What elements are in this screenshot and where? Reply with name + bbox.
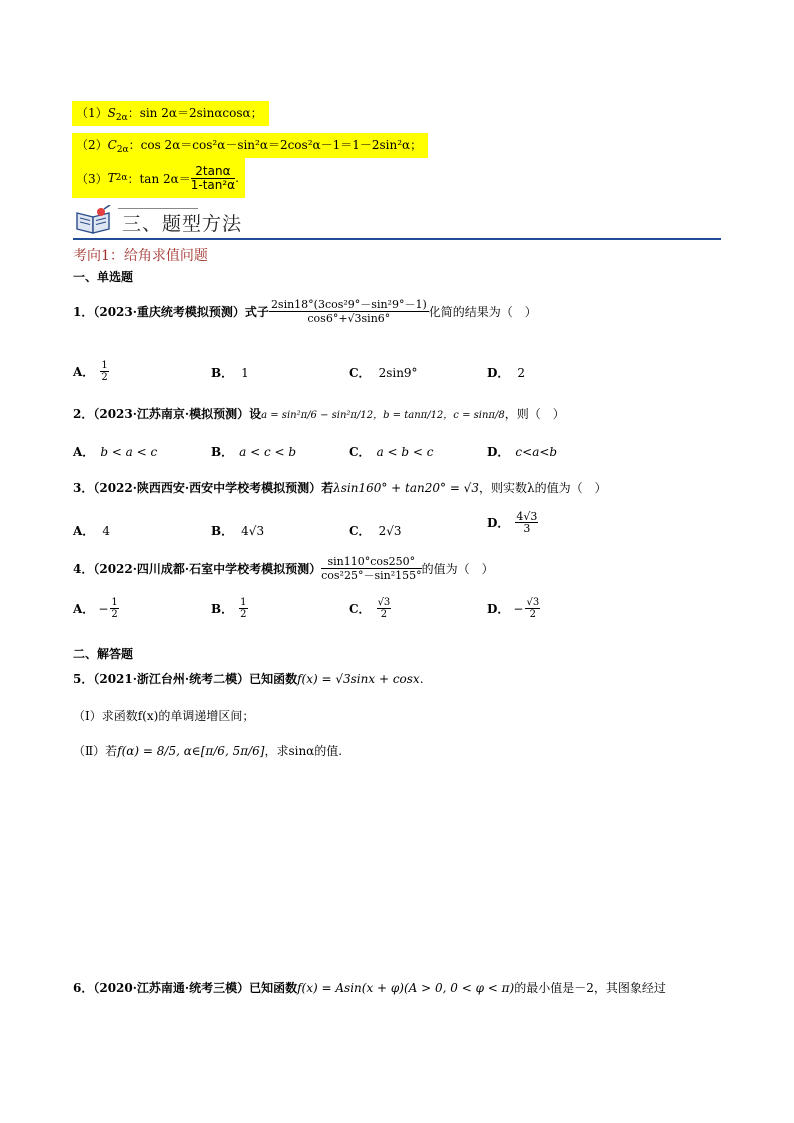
option-value: c<a<b: [515, 445, 558, 459]
question-stem-tail: 化简的结果为（ ）: [428, 305, 537, 319]
fraction-numerator: 1: [111, 597, 118, 608]
formula-s2a: [72, 101, 269, 126]
formula-body: ：sin 2α＝2sinαcosα；: [127, 106, 263, 120]
option-value: 2: [517, 366, 526, 380]
option-label: D．: [487, 516, 510, 530]
option-value: 2√3: [378, 524, 402, 538]
question-expression: a = sin²π/6 − sin²π/12，b = tanπ/12，c = sinπ/8: [261, 410, 505, 421]
formula-prefix: （1）: [76, 106, 108, 120]
question-stem-tail: ，求sinα的值.: [264, 744, 343, 758]
question-stem-tail: 的值为（ ）: [421, 562, 494, 576]
question-stem: 4．（2022·四川成都·石室中学校考模拟预测）: [73, 562, 322, 576]
fraction-numerator: 1: [240, 597, 247, 608]
fraction-numerator: 4√3: [516, 510, 538, 523]
q1-option-d[interactable]: [487, 364, 525, 381]
q2-option-c[interactable]: [349, 443, 434, 460]
question-6: [73, 979, 666, 996]
option-label: C．: [349, 445, 371, 459]
option-fraction: [525, 597, 540, 620]
question-stem-tail: ，则（ ）: [504, 407, 565, 421]
option-label: D．: [487, 366, 510, 380]
option-label: A．: [73, 602, 95, 616]
option-value: 1: [241, 366, 249, 380]
fraction-numerator: 2sin18°(3cos²9°－sin²9°－1): [270, 298, 427, 311]
question-2: [73, 405, 565, 422]
formula-c2a: [72, 133, 428, 158]
option-value: 4: [102, 524, 110, 538]
formula-fraction: [191, 165, 235, 192]
formula-name: S: [107, 106, 116, 120]
option-label: B．: [211, 524, 234, 538]
q2-option-b[interactable]: [211, 443, 296, 460]
part-title-single-choice: 一、单选题: [73, 270, 134, 284]
question-stem: 6．（2020·江苏南通·统考三模）已知函数: [73, 981, 298, 995]
question-stem: （Ⅱ）若: [73, 744, 118, 758]
option-label: C．: [349, 602, 371, 616]
q3-option-b[interactable]: [211, 522, 264, 539]
question-expression: λsin160° + tan20° = √3: [333, 481, 479, 495]
question-expression: f(x) = √3sinx + cosx: [297, 672, 420, 686]
formula-end: .: [235, 171, 239, 185]
question-stem: 3．（2022·陕西西安·西安中学校考模拟预测）若: [73, 481, 334, 495]
section-title: 三、题型方法: [122, 213, 243, 235]
question-expression: f(α) = 8/5, α∈[π/6, 5π/6]: [117, 744, 265, 758]
formula-t2a: [72, 158, 245, 198]
fraction-numerator: 2tanα: [191, 165, 235, 179]
question-5-part-2: [73, 742, 342, 759]
formula-name: T: [107, 171, 116, 185]
fraction-numerator: √3: [526, 597, 540, 608]
q3-option-a[interactable]: [73, 522, 110, 539]
option-fraction: [515, 511, 538, 534]
q3-option-d[interactable]: [487, 511, 538, 534]
option-value: a < c < b: [239, 445, 297, 459]
question-5: [73, 670, 424, 687]
question-3: [73, 479, 607, 496]
option-fraction: [239, 597, 247, 620]
question-fraction: [269, 298, 429, 325]
fraction-numerator: √3: [377, 597, 391, 608]
option-label: B．: [211, 445, 234, 459]
topic-title: 考向1：给角求值问题: [73, 248, 208, 264]
option-value: a < b < c: [376, 445, 434, 459]
question-stem: 5．（2021·浙江台州·统考二模）已知函数: [73, 672, 298, 686]
formula-prefix: （3）: [76, 171, 108, 186]
option-label: A．: [73, 365, 95, 379]
q4-option-c[interactable]: [349, 597, 391, 620]
option-label: D．: [487, 445, 510, 459]
option-label: B．: [211, 366, 234, 380]
option-fraction: [100, 360, 108, 383]
fraction-denominator: 2: [380, 609, 388, 620]
q1-option-a[interactable]: [73, 360, 109, 383]
option-label: C．: [349, 366, 371, 380]
option-label: B．: [211, 602, 234, 616]
question-stem-tail: ，则实数λ的值为（ ）: [478, 481, 607, 495]
formula-subscript: 2α: [115, 173, 128, 183]
part-title-answer: 二、解答题: [73, 647, 134, 661]
section-book-icon: [73, 205, 115, 235]
q4-option-a[interactable]: [73, 597, 119, 620]
fraction-numerator: 1: [101, 360, 108, 371]
question-expression: f(x) = Asin(x + φ)(A > 0, 0 < φ < π): [297, 981, 515, 995]
formula-subscript: 2α: [115, 113, 128, 123]
minus-sign: −: [513, 601, 524, 616]
fraction-numerator: sin110°cos250°: [321, 555, 422, 569]
q2-option-a[interactable]: [73, 443, 157, 460]
option-fraction: [377, 597, 392, 620]
fraction-denominator: 3: [523, 522, 531, 535]
question-fraction: [321, 555, 422, 582]
formula-body: ：tan 2α＝: [127, 171, 191, 186]
minus-sign: −: [98, 601, 109, 616]
question-stem: 1．（2023·重庆统考模拟预测）式子: [73, 305, 269, 319]
question-stem-tail: .: [419, 672, 424, 686]
option-label: D．: [487, 602, 510, 616]
fraction-denominator: 2: [111, 609, 118, 620]
q2-option-d[interactable]: [487, 443, 557, 460]
q4-option-d[interactable]: [487, 597, 540, 620]
formula-subscript: 2α: [116, 145, 129, 155]
option-value: b < a < c: [100, 445, 158, 459]
formula-prefix: （2）: [76, 138, 108, 152]
question-1: [73, 298, 537, 325]
q1-option-b[interactable]: [211, 364, 249, 381]
formula-name: C: [107, 138, 117, 152]
option-label: A．: [73, 445, 95, 459]
section-divider-top: [118, 208, 198, 209]
section-divider: [73, 238, 721, 240]
fraction-denominator: 2: [240, 609, 247, 620]
fraction-denominator: cos²25°－sin²155°: [321, 569, 422, 582]
question-4: [73, 555, 494, 582]
option-label: A．: [73, 524, 95, 538]
q4-option-b[interactable]: [211, 597, 248, 620]
fraction-denominator: 2: [529, 609, 537, 620]
option-value: 2sin9°: [378, 366, 418, 380]
option-value: 4√3: [241, 524, 265, 538]
option-fraction: [110, 597, 118, 620]
option-label: C．: [349, 524, 371, 538]
question-stem-tail: 的最小值是－2，其图象经过: [514, 981, 666, 995]
question-stem: 2．（2023·江苏南京·模拟预测）设: [73, 407, 262, 421]
fraction-denominator: 1-tan²α: [190, 177, 236, 192]
q3-option-c[interactable]: [349, 522, 401, 539]
fraction-denominator: 2: [101, 372, 108, 383]
q1-option-c[interactable]: [349, 364, 418, 381]
formula-body: ：cos 2α＝cos²α－sin²α＝2cos²α－1＝1－2sin²α；: [128, 138, 423, 152]
question-5-part-1: （Ⅰ）求函数f(x)的单调递增区间；: [73, 709, 255, 723]
fraction-denominator: cos6°+√3sin6°: [307, 312, 391, 325]
